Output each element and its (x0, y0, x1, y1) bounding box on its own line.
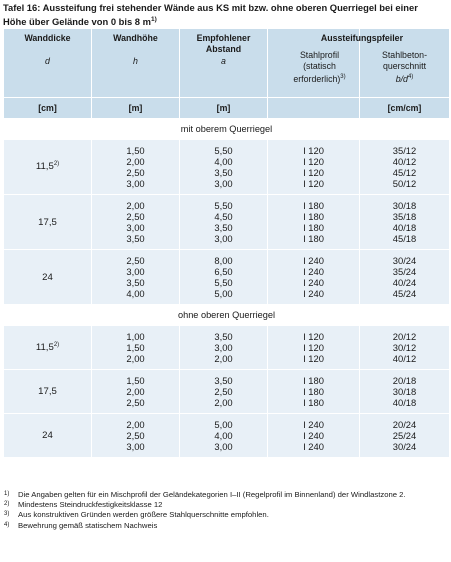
cell-value: 8,00 (214, 255, 233, 266)
cell-value: 5,50 (214, 145, 233, 156)
cell-value: 4,50 (214, 211, 233, 222)
cell-abstand (180, 414, 268, 458)
header-aussteifungspfeiler: Aussteifungspfeiler (320, 33, 403, 43)
cell-wandhoehe (92, 326, 180, 370)
section-label: ohne oberen Querriegel (4, 305, 450, 326)
header-wandhoehe: Wandhöhe h (92, 29, 180, 98)
cell-wanddicke: 17,5 (4, 370, 92, 414)
cell-value: 30/24 (392, 441, 417, 452)
cell-value: 30/24 (392, 255, 417, 266)
cell-value: 5,50 (214, 277, 233, 288)
cell-value: I 240 (303, 430, 324, 441)
cell-value: 40/18 (392, 397, 417, 408)
table-row (4, 370, 450, 414)
title-line-2: Höhe über Gelände von 0 bis 8 $m^{1)}$ (3, 15, 157, 27)
cell-wandhoehe (92, 250, 180, 305)
cell-value: I 120 (303, 167, 324, 178)
cell-wanddicke: 11,5$^{2)}$ (4, 140, 92, 195)
footnote-text: Bewehrung gemäß statischem Nachweis (18, 520, 158, 530)
cell-value: 30/12 (392, 342, 417, 353)
cell-stahlprofil (268, 140, 360, 195)
cell-wanddicke: 17,5 (4, 195, 92, 250)
cell-stahlprofil (268, 250, 360, 305)
cell-value: 2,50 (214, 386, 233, 397)
cell-value: I 180 (303, 200, 324, 211)
table-row (4, 140, 450, 195)
section-row (4, 305, 450, 326)
cell-stahlbeton (360, 195, 450, 250)
unit-wanddicke: [cm] (4, 98, 92, 119)
cell-value: 3,50 (126, 233, 145, 244)
cell-value: 20/24 (392, 419, 417, 430)
table-row (4, 326, 450, 370)
cell-value: 2,00 (214, 397, 233, 408)
cell-stahlbeton (360, 326, 450, 370)
cell-abstand (180, 370, 268, 414)
footnote-text: Aus konstruktiven Gründen werden größere Stahlquerschnitte empfohlen. (18, 510, 269, 520)
cell-value: 2,00 (126, 156, 145, 167)
cell-value: 2,50 (126, 397, 145, 408)
cell-stahlprofil (268, 326, 360, 370)
cell-value: 5,00 (214, 419, 233, 430)
cell-value: 40/18 (392, 222, 417, 233)
cell-wandhoehe (92, 140, 180, 195)
cell-value: I 180 (303, 222, 324, 233)
cell-value: 3,00 (126, 441, 145, 452)
cell-value: 3,50 (214, 331, 233, 342)
cell-value: I 240 (303, 277, 324, 288)
footnote (4, 490, 446, 500)
cell-value: I 180 (303, 375, 324, 386)
cell-value: 3,50 (214, 375, 233, 386)
cell-value: 3,00 (126, 266, 145, 277)
cell-value: 2,00 (126, 386, 145, 397)
cell-value: 40/24 (392, 277, 417, 288)
cell-value: 3,00 (214, 233, 233, 244)
footnote-ref: 2) (53, 341, 60, 348)
cell-value: 3,00 (214, 342, 233, 353)
cell-value: 3,50 (214, 222, 233, 233)
section-label: mit oberem Querriegel (4, 119, 450, 140)
footnote-mark: 3) (4, 511, 10, 518)
cell-value: 50/12 (392, 178, 417, 189)
footnotes (4, 490, 446, 531)
cell-value: 2,00 (126, 353, 145, 364)
cell-wanddicke: 24 (4, 414, 92, 458)
cell-wandhoehe (92, 195, 180, 250)
cell-value: 40/12 (392, 156, 417, 167)
cell-value: 45/24 (392, 288, 417, 299)
cell-stahlbeton (360, 140, 450, 195)
cell-stahlprofil (268, 195, 360, 250)
header-abstand: Empfohlener Abstand a (180, 29, 268, 98)
cell-value: 30/18 (392, 200, 417, 211)
unit-wandhoehe: [m] (92, 98, 180, 119)
cell-value: 2,50 (126, 255, 145, 266)
cell-abstand (180, 140, 268, 195)
cell-abstand (180, 195, 268, 250)
cell-value: 2,00 (214, 353, 233, 364)
cell-abstand (180, 326, 268, 370)
cell-value: I 120 (303, 342, 324, 353)
table-row (4, 195, 450, 250)
cell-value: I 120 (303, 156, 324, 167)
cell-value: 4,00 (214, 430, 233, 441)
cell-value: 2,00 (126, 200, 145, 211)
cell-value: 2,50 (126, 211, 145, 222)
cell-stahlbeton (360, 370, 450, 414)
cell-value: 1,50 (126, 375, 145, 386)
footnote (4, 521, 446, 531)
header-wanddicke: Wanddicke d (4, 29, 92, 98)
cell-wandhoehe (92, 414, 180, 458)
footnote (4, 500, 446, 510)
cell-value: I 240 (303, 255, 324, 266)
cell-value: 2,00 (126, 419, 145, 430)
cell-value: 3,50 (214, 167, 233, 178)
cell-value: 35/12 (392, 145, 417, 156)
cell-value: 4,00 (214, 156, 233, 167)
cell-value: 20/12 (392, 331, 417, 342)
cell-value: I 240 (303, 266, 324, 277)
cell-stahlprofil (268, 414, 360, 458)
table-row (4, 250, 450, 305)
header-wandhoehe-symbol: h (133, 56, 138, 66)
header-stahlbeton: Stahlbeton- querschnitt $b/d^{4)}$ (360, 29, 450, 98)
cell-value: 3,00 (214, 441, 233, 452)
unit-stahlprofil (268, 98, 360, 119)
cell-value: 3,50 (126, 277, 145, 288)
cell-stahlprofil (268, 370, 360, 414)
cell-value: I 120 (303, 353, 324, 364)
header-abstand-symbol: a (221, 56, 226, 66)
bracing-table (3, 28, 450, 458)
table-title (3, 2, 448, 27)
cell-value: I 180 (303, 397, 324, 408)
cell-value: 3,00 (126, 178, 145, 189)
cell-value: 35/18 (392, 211, 417, 222)
cell-value: 20/18 (392, 375, 417, 386)
unit-stahlbeton: [cm/cm] (360, 98, 450, 119)
cell-wanddicke: 11,5$^{2)}$ (4, 326, 92, 370)
header-row (4, 29, 450, 98)
title-line-1: Tafel 16: Aussteifung frei stehender Wände aus KS mit bzw. ohne oberen Querriegel bei einer (3, 2, 418, 13)
cell-value: I 120 (303, 331, 324, 342)
cell-value: I 180 (303, 386, 324, 397)
cell-value: 4,00 (126, 288, 145, 299)
footnote-text: Die Angaben gelten für ein Mischprofil der Geländekategorien I–II (Regelprofil im Binnenland) der Windlastzone 2. (18, 490, 406, 499)
cell-value: 35/24 (392, 266, 417, 277)
cell-value: 1,50 (126, 145, 145, 156)
cell-value: 40/12 (392, 353, 417, 364)
header-wanddicke-symbol: d (45, 56, 50, 66)
cell-value: I 180 (303, 211, 324, 222)
header-stahlprofil: Aussteifungspfeiler Stahlprofil (statisch erforderlich)$^{3)}$ (268, 29, 360, 98)
footnote-mark: 2) (4, 501, 10, 508)
cell-value: I 240 (303, 288, 324, 299)
title-footnote-ref: 1) (150, 15, 157, 23)
cell-value: 45/18 (392, 233, 417, 244)
cell-stahlbeton (360, 414, 450, 458)
table-row (4, 414, 450, 458)
footnote-mark: 1) (4, 491, 10, 497)
cell-value: I 120 (303, 145, 324, 156)
cell-value: 30/18 (392, 386, 417, 397)
units-row (4, 98, 450, 119)
cell-wandhoehe (92, 370, 180, 414)
cell-value: 2,50 (126, 167, 145, 178)
cell-value: 5,50 (214, 200, 233, 211)
cell-value: I 240 (303, 419, 324, 430)
cell-value: 25/24 (392, 430, 417, 441)
footnote (4, 510, 446, 520)
cell-value: 3,00 (214, 178, 233, 189)
cell-value: I 240 (303, 441, 324, 452)
cell-value: 2,50 (126, 430, 145, 441)
cell-value: I 120 (303, 178, 324, 189)
cell-value: 45/12 (392, 167, 417, 178)
cell-wanddicke: 24 (4, 250, 92, 305)
cell-value: 3,00 (126, 222, 145, 233)
cell-value: I 180 (303, 233, 324, 244)
cell-value: 1,50 (126, 342, 145, 353)
footnote-mark: 4) (4, 521, 10, 528)
cell-abstand (180, 250, 268, 305)
unit-abstand: [m] (180, 98, 268, 119)
cell-value: 5,00 (214, 288, 233, 299)
footnote-ref: 2) (53, 161, 60, 168)
footnote-text: Mindestens Steindruckfestigkeitsklasse 12 (18, 500, 163, 510)
cell-value: 6,50 (214, 266, 233, 277)
cell-value: 1,00 (126, 331, 145, 342)
cell-stahlbeton (360, 250, 450, 305)
section-row (4, 119, 450, 140)
